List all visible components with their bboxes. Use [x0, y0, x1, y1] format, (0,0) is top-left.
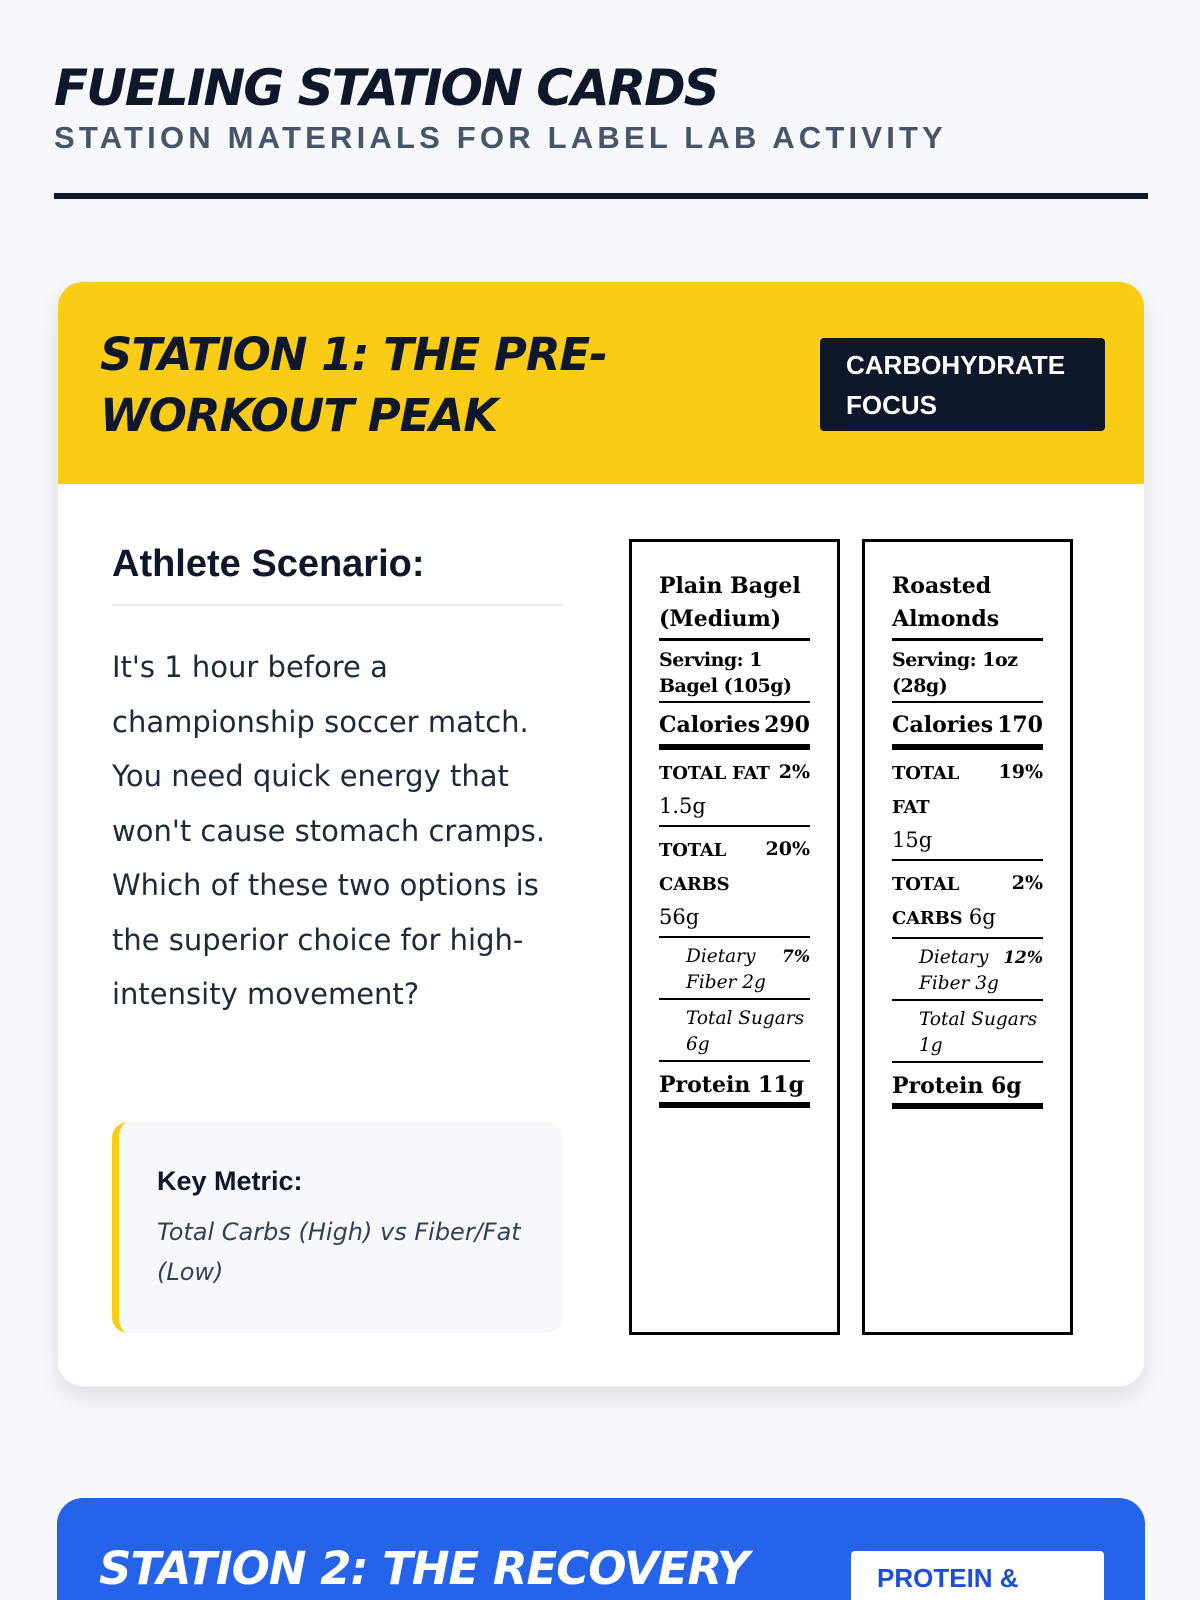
carbs-label: TOTAL CARBS — [892, 874, 963, 929]
nutrition-label-serving: Serving: 1oz (28g) — [892, 641, 1043, 703]
fiber-label: Dietary Fiber 3g — [919, 947, 999, 994]
nutrition-label-calories — [659, 703, 810, 750]
station-2-focus-badge: PROTEIN & — [851, 1551, 1104, 1600]
page-subtitle: STATION MATERIALS FOR LABEL LAB ACTIVITY — [54, 120, 948, 155]
scenario-heading: Athlete Scenario: — [112, 543, 425, 585]
fat-percent: 19% — [998, 761, 1043, 783]
nutrition-row-fat — [892, 750, 1043, 861]
carbs-cell — [659, 833, 759, 934]
carbs-cell — [892, 867, 1012, 935]
header-divider — [54, 193, 1148, 199]
station-1-card — [57, 281, 1145, 1387]
nutrition-label-almonds — [862, 539, 1073, 1335]
nutrition-row-sugars — [892, 1001, 1043, 1063]
station-2-title: STATION 2: THE RECOVERY — [99, 1542, 749, 1595]
calories-value: 290 — [764, 712, 810, 738]
nutrition-row-fat — [659, 750, 810, 827]
carbs-amount: 56g — [659, 905, 700, 929]
fat-amount: 15g — [892, 828, 933, 852]
fat-percent: 2% — [778, 761, 810, 783]
page-header — [54, 58, 1148, 156]
calories-label: Calories — [659, 712, 761, 738]
page-title: FUELING STATION CARDS — [54, 59, 718, 117]
fiber-percent: 12% — [1003, 948, 1043, 968]
fat-cell — [659, 756, 770, 823]
nutrition-row-protein: Protein 6g — [892, 1063, 1043, 1109]
station-1-title: STATION 1: THE PRE-WORKOUT PEAK — [100, 328, 607, 442]
scenario-divider — [112, 604, 562, 606]
nutrition-label-serving: Serving: 1 Bagel (105g) — [659, 641, 810, 703]
key-metric-value: Total Carbs (High) vs Fiber/Fat (Low) — [157, 1218, 521, 1286]
key-metric-label: Key Metric: — [157, 1166, 303, 1196]
station-2-card — [57, 1498, 1145, 1600]
scenario-text: It's 1 hour before a championship soccer match. You need quick energy that won't cause stomach cramps. Which of these two options is the superior choice for high-intensity movement? — [112, 650, 546, 1011]
key-metric-box — [112, 1122, 563, 1333]
carbs-amount: 6g — [968, 905, 996, 929]
carbs-label: TOTAL CARBS — [659, 840, 730, 895]
station-1-focus-badge: CARBOHYDRATE FOCUS — [820, 338, 1105, 431]
fat-label: TOTAL FAT — [659, 763, 770, 784]
nutrition-label-bagel — [629, 539, 840, 1335]
fat-amount: 1.5g — [659, 794, 706, 818]
carbs-percent: 20% — [765, 838, 810, 860]
nutrition-label-name: Plain Bagel (Medium) — [659, 570, 810, 641]
carbs-percent: 2% — [1011, 872, 1043, 894]
fiber-label: Dietary Fiber 2g — [686, 946, 766, 993]
nutrition-label-calories — [892, 703, 1043, 750]
nutrition-row-fiber — [659, 938, 810, 1000]
nutrition-row-sugars — [659, 1000, 810, 1062]
fiber-percent: 7% — [782, 947, 810, 967]
nutrition-row-carbs — [659, 827, 810, 938]
calories-label: Calories — [892, 712, 994, 738]
fat-cell — [892, 756, 999, 857]
fat-label: TOTAL FAT — [892, 763, 960, 818]
calories-value: 170 — [997, 712, 1043, 738]
nutrition-row-protein: Protein 11g — [659, 1062, 810, 1108]
nutrition-row-carbs — [892, 861, 1043, 939]
sugars-label: Total Sugars 1g — [919, 1009, 1038, 1056]
nutrition-label-name: Roasted Almonds — [892, 570, 1043, 641]
station-1-header — [58, 282, 1144, 484]
sugars-label: Total Sugars 6g — [686, 1008, 805, 1055]
nutrition-row-fiber — [892, 939, 1043, 1001]
